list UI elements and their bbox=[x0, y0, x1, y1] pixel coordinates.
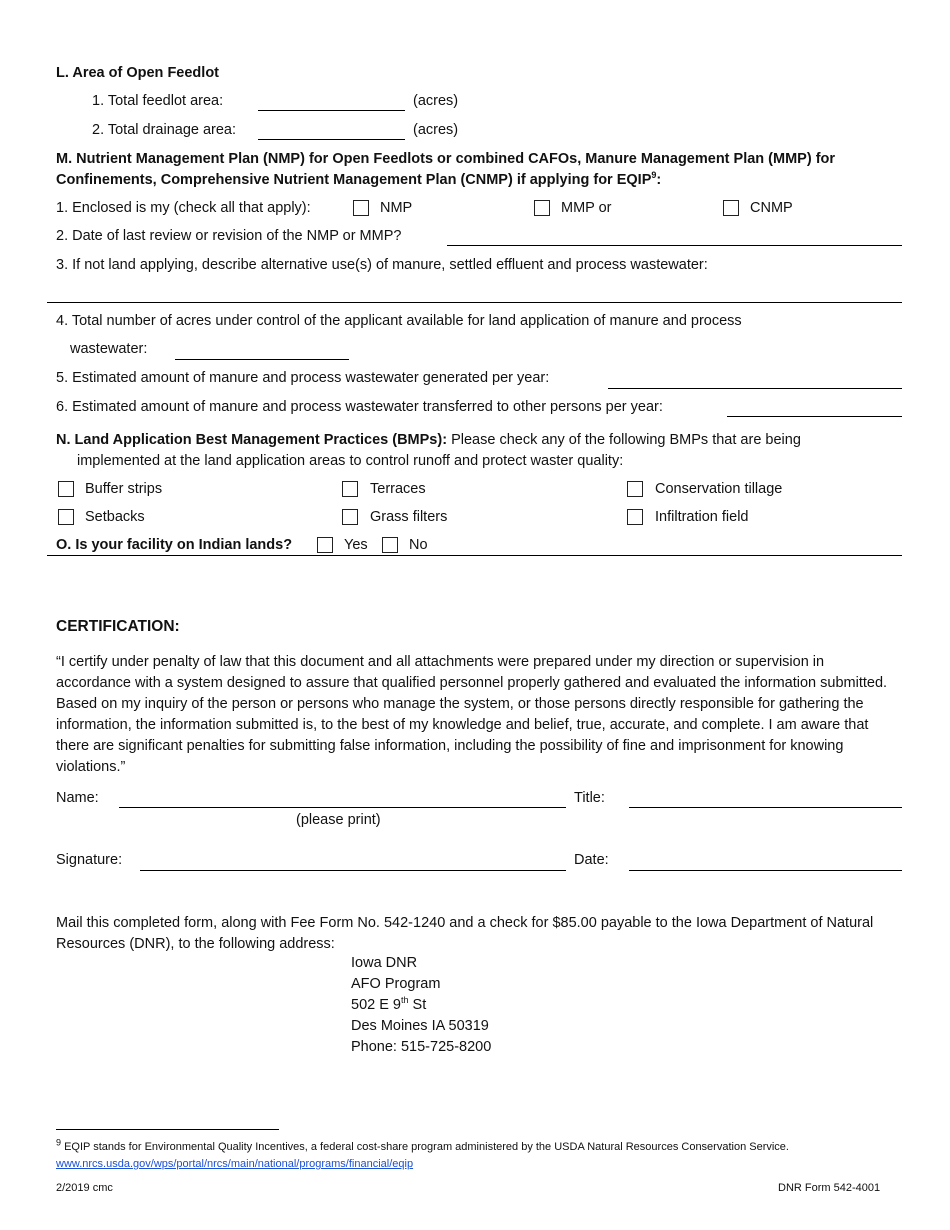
date-label: Date: bbox=[574, 852, 609, 868]
footnote-ref-9: 9 bbox=[651, 170, 657, 181]
date-field[interactable] bbox=[629, 870, 902, 871]
buffer-strips-label: Buffer strips bbox=[85, 481, 163, 497]
name-label: Name: bbox=[56, 790, 99, 806]
certification-heading: CERTIFICATION: bbox=[56, 618, 180, 635]
conservation-tillage-checkbox[interactable] bbox=[627, 481, 643, 497]
feedlot-area-field[interactable] bbox=[258, 110, 405, 111]
footer-date-code: 2/2019 cmc bbox=[56, 1182, 113, 1194]
total-acres-label-line1: 4. Total number of acres under control of the applicant available for land application of manure and process bbox=[56, 313, 742, 329]
manure-generated-field[interactable] bbox=[608, 388, 902, 389]
nmp-checkbox[interactable] bbox=[353, 200, 369, 216]
buffer-strips-checkbox[interactable] bbox=[58, 481, 74, 497]
cnmp-checkbox[interactable] bbox=[723, 200, 739, 216]
setbacks-checkbox[interactable] bbox=[58, 509, 74, 525]
eqip-link[interactable]: www.nrcs.usda.gov/wps/portal/nrcs/main/national/programs/financial/eqip bbox=[56, 1158, 414, 1170]
section-l-heading: L. Area of Open Feedlot bbox=[56, 65, 220, 81]
address-line-2: AFO Program bbox=[351, 976, 441, 992]
indian-lands-yes-checkbox[interactable] bbox=[317, 537, 333, 553]
enclosed-label: 1. Enclosed is my (check all that apply): bbox=[56, 200, 311, 216]
grass-filters-checkbox[interactable] bbox=[342, 509, 358, 525]
alternative-use-field[interactable] bbox=[47, 302, 902, 303]
terraces-label: Terraces bbox=[370, 481, 426, 497]
address-line-5: Phone: 515-725-8200 bbox=[351, 1039, 492, 1055]
footnote-separator bbox=[56, 1129, 279, 1130]
mmp-checkbox[interactable] bbox=[534, 200, 550, 216]
section-n-heading-line1: N. Land Application Best Management Practices (BMPs): Please check any of the following BMPs that are being bbox=[56, 432, 801, 448]
indian-lands-no-checkbox[interactable] bbox=[382, 537, 398, 553]
address-line-4: Des Moines IA 50319 bbox=[351, 1018, 489, 1034]
address-line-3: 502 E 9th St bbox=[351, 995, 427, 1013]
conservation-tillage-label: Conservation tillage bbox=[655, 481, 783, 497]
cnmp-label: CNMP bbox=[750, 200, 793, 216]
section-m-heading-line2: Confinements, Comprehensive Nutrient Management Plan (CNMP) if applying for EQIP$^9$: bbox=[56, 170, 662, 188]
infiltration-field-checkbox[interactable] bbox=[627, 509, 643, 525]
feedlot-area-unit: (acres) bbox=[413, 93, 459, 109]
setbacks-label: Setbacks bbox=[85, 509, 145, 525]
nmp-label: NMP bbox=[380, 200, 413, 216]
title-label: Title: bbox=[574, 790, 605, 806]
footer-form-number: DNR Form 542-4001 bbox=[778, 1182, 881, 1194]
name-field[interactable] bbox=[119, 807, 566, 808]
certification-statement: “I certify under penalty of law that this document and all attachments were prepared under my direction or supervision in accordance with a system designed to assure that qualified personnel properly gathered and evaluated the information submitted. Based on my inquiry of the person or persons who manage the system, or those persons directly responsible for gathering the information, the information submitted is, to the best of my knowledge and belief, true, accurate, and complete. I am aware that there are significant penalties for submitting false information, including the possibility of fine and imprisonment for knowing violations.” bbox=[56, 654, 888, 775]
signature-field[interactable] bbox=[140, 870, 566, 871]
manure-transferred-label: 6. Estimated amount of manure and process wastewater transferred to other persons per year: bbox=[56, 399, 663, 415]
footnote-text: $^9$ EQIP stands for Environmental Quality Incentives, a federal cost-share program administered by the USDA Natural Resources Conservation Service. bbox=[56, 1137, 789, 1153]
section-n-heading-line2: implemented at the land application areas to control runoff and protect waster quality: bbox=[77, 453, 624, 469]
name-hint: (please print) bbox=[296, 812, 381, 828]
drainage-area-unit: (acres) bbox=[413, 122, 459, 138]
terraces-checkbox[interactable] bbox=[342, 481, 358, 497]
alternative-use-label: 3. If not land applying, describe alternative use(s) of manure, settled effluent and process wastewater: bbox=[56, 257, 708, 273]
review-date-field[interactable] bbox=[447, 245, 902, 246]
indian-lands-yes-label: Yes bbox=[344, 537, 368, 553]
feedlot-area-label: 1. Total feedlot area: bbox=[92, 93, 224, 109]
mmp-label: MMP or bbox=[561, 200, 612, 216]
total-acres-field[interactable] bbox=[175, 359, 349, 360]
drainage-area-label: 2. Total drainage area: bbox=[92, 122, 237, 138]
indian-lands-question: O. Is your facility on Indian lands? bbox=[56, 537, 293, 553]
signature-label: Signature: bbox=[56, 852, 123, 868]
infiltration-field-label: Infiltration field bbox=[655, 509, 749, 525]
manure-generated-label: 5. Estimated amount of manure and process wastewater generated per year: bbox=[56, 370, 550, 386]
manure-transferred-field[interactable] bbox=[727, 416, 902, 417]
section-m-heading-line1: M. Nutrient Management Plan (NMP) for Open Feedlots or combined CAFOs, Manure Management Plan (MMP) for bbox=[56, 151, 836, 167]
title-field[interactable] bbox=[629, 807, 902, 808]
total-acres-label-line2: wastewater: bbox=[70, 341, 148, 357]
section-divider bbox=[47, 555, 902, 556]
drainage-area-field[interactable] bbox=[258, 139, 405, 140]
address-line-1: Iowa DNR bbox=[351, 955, 418, 971]
review-date-label: 2. Date of last review or revision of the NMP or MMP? bbox=[56, 228, 402, 244]
mailing-instructions: Mail this completed form, along with Fee Form No. 542-1240 and a check for $85.00 payable to the Iowa Department of Natural Resources (DNR), to the following address: bbox=[56, 915, 874, 952]
indian-lands-no-label: No bbox=[409, 537, 428, 553]
grass-filters-label: Grass filters bbox=[370, 509, 448, 525]
